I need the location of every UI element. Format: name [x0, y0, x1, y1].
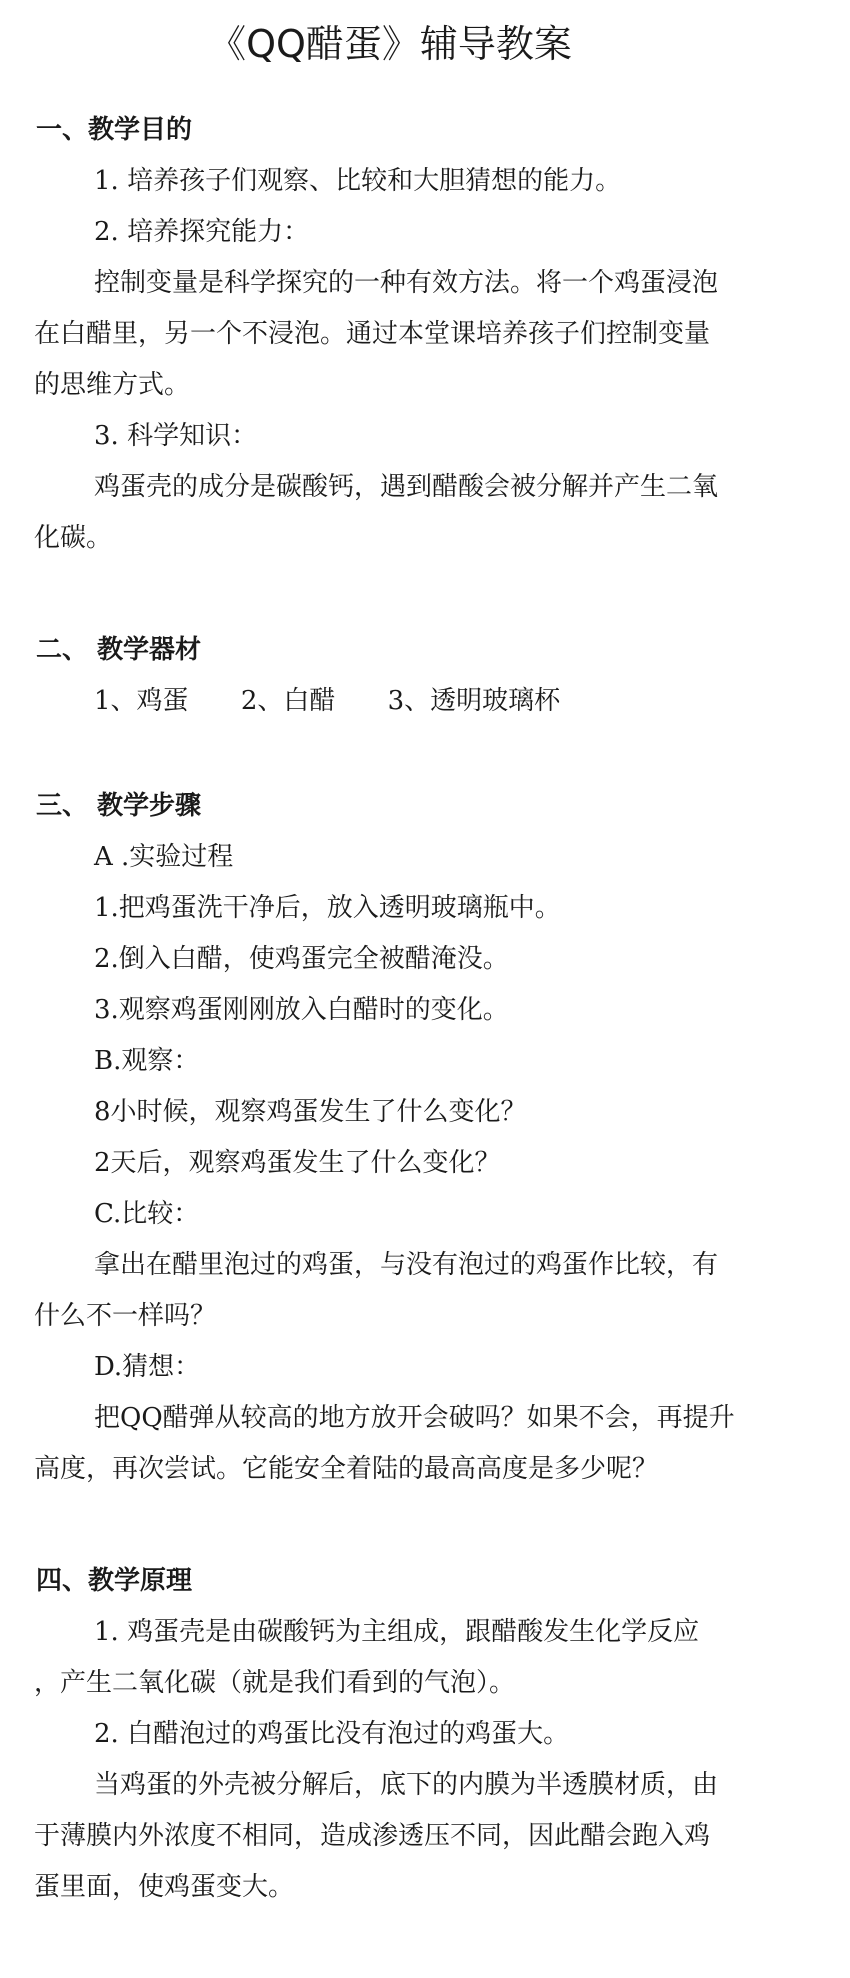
- material-item: 2、白醋: [240, 686, 336, 716]
- step-b-item-2: 2天后，观察鸡蛋发生了什么变化？: [94, 1148, 501, 1178]
- materials-list: [94, 683, 604, 719]
- goal-item-2-paragraph-line-3: 的思维方式。: [34, 370, 191, 400]
- principle-item-1-line-2: ，产生二氧化碳（就是我们看到的气泡）。: [34, 1668, 516, 1698]
- step-c-paragraph-line-1: 拿出在醋里泡过的鸡蛋，与没有泡过的鸡蛋作比较，有: [94, 1250, 719, 1280]
- principle-item-1-line-1: 1. 鸡蛋壳是由碳酸钙为主组成，跟醋酸发生化学反应: [94, 1617, 700, 1647]
- step-b-item-1: 8小时候，观察鸡蛋发生了什么变化？: [94, 1097, 527, 1127]
- step-d-paragraph-line-1: 把QQ醋弹从较高的地方放开会破吗？如果不会，再提升: [94, 1403, 735, 1433]
- principle-paragraph-line-2: 于薄膜内外浓度不相同，造成渗透压不同，因此醋会跑入鸡: [34, 1821, 711, 1851]
- goal-item-2-paragraph-line-1: 控制变量是科学探究的一种有效方法。将一个鸡蛋浸泡: [94, 268, 719, 298]
- step-a-label: A .实验过程: [94, 842, 234, 872]
- goal-item-2-paragraph-line-2: 在白醋里，另一个不浸泡。通过本堂课培养孩子们控制变量: [34, 319, 711, 349]
- goal-item-3-paragraph-line-1: 鸡蛋壳的成分是碳酸钙，遇到醋酸会被分解并产生二氧: [94, 472, 719, 502]
- section-heading-steps: 三、 教学步骤: [36, 791, 202, 821]
- material-item: 3、透明玻璃杯: [387, 686, 561, 716]
- goal-item-1: 1. 培养孩子们观察、比较和大胆猜想的能力。: [94, 166, 622, 196]
- goal-item-2: 2. 培养探究能力：: [94, 217, 310, 247]
- section-heading-principles: 四、教学原理: [36, 1566, 193, 1596]
- step-d-paragraph-line-2: 高度，再次尝试。它能安全着陆的最高高度是多少呢？: [34, 1454, 659, 1484]
- step-c-paragraph-line-2: 什么不一样吗？: [34, 1301, 217, 1331]
- step-d-label: D.猜想：: [94, 1352, 201, 1382]
- page-title: 《QQ醋蛋》辅导教案: [208, 22, 572, 66]
- goal-item-3: 3. 科学知识：: [94, 421, 258, 451]
- principle-item-2: 2. 白醋泡过的鸡蛋比没有泡过的鸡蛋大。: [94, 1719, 570, 1749]
- principle-paragraph-line-3: 蛋里面，使鸡蛋变大。: [34, 1872, 295, 1902]
- section-heading-materials: 二、 教学器材: [36, 635, 202, 665]
- step-a-item-1: 1.把鸡蛋洗干净后，放入透明玻璃瓶中。: [94, 893, 561, 923]
- step-b-label: B.观察：: [94, 1046, 200, 1076]
- material-item: 1、鸡蛋: [94, 686, 189, 716]
- principle-paragraph-line-1: 当鸡蛋的外壳被分解后，底下的内膜为半透膜材质，由: [94, 1770, 719, 1800]
- section-heading-goals: 一、教学目的: [36, 115, 193, 145]
- step-c-label: C.比较：: [94, 1199, 200, 1229]
- step-a-item-3: 3.观察鸡蛋刚刚放入白醋时的变化。: [94, 995, 509, 1025]
- step-a-item-2: 2.倒入白醋，使鸡蛋完全被醋淹没。: [94, 944, 509, 974]
- goal-item-3-paragraph-line-2: 化碳。: [34, 523, 113, 553]
